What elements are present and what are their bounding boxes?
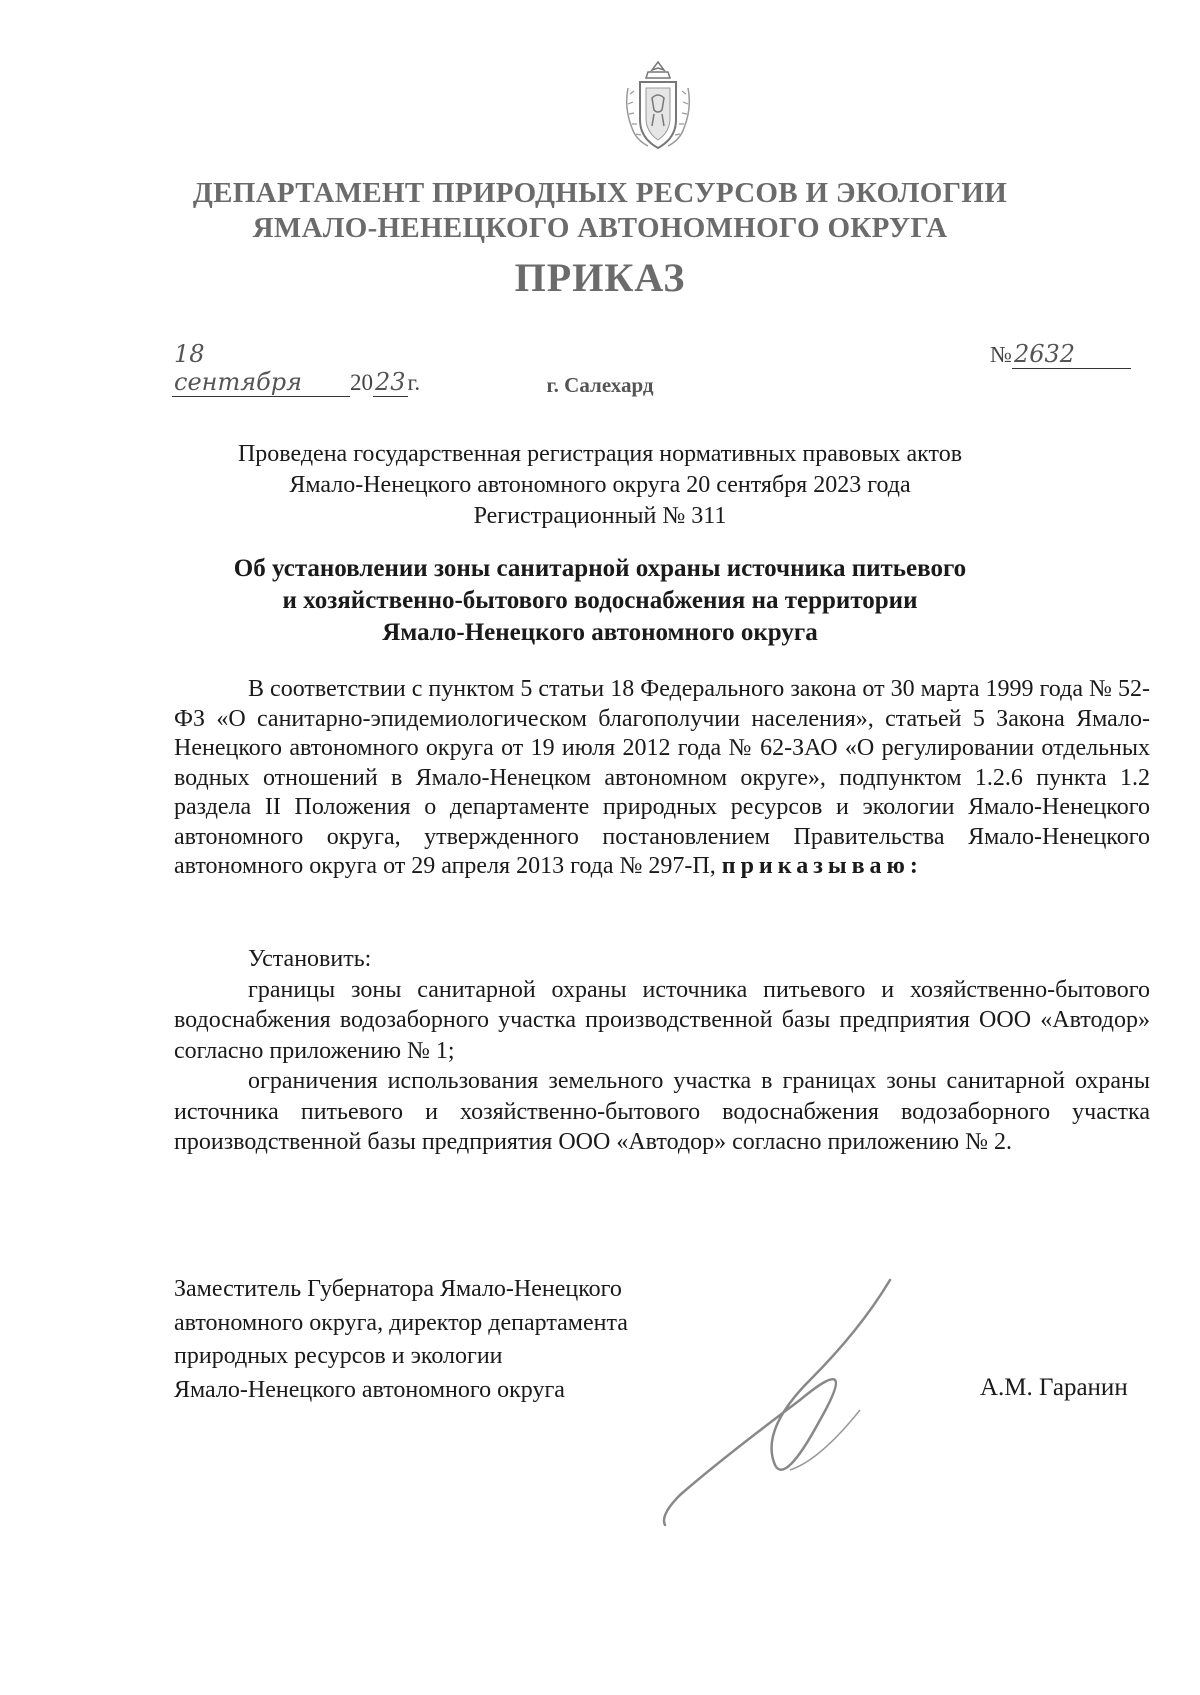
department-line-1: ДЕПАРТАМЕНТ ПРИРОДНЫХ РЕСУРСОВ И ЭКОЛОГИИ: [192, 177, 1008, 209]
handwritten-signature: [560, 1270, 960, 1530]
year-prefix: 20: [350, 370, 373, 395]
order-subject: [0, 553, 1200, 649]
city: г. Салехард: [546, 373, 654, 397]
number-prefix: №: [990, 342, 1012, 367]
signer-position-line-3: природных ресурсов и экологии: [174, 1343, 503, 1369]
department-line-2: ЯМАЛО-НЕНЕЦКОГО АВТОНОМНОГО ОКРУГА: [252, 212, 948, 244]
subject-line-3: Ямало-Ненецкого автономного округа: [382, 619, 818, 646]
registration-line-1: Проведена государственная регистрация нормативных правовых актов: [237, 441, 963, 467]
registration-line-3: Регистрационный № 311: [473, 503, 727, 529]
order-item-1: границы зоны санитарной охраны источника питьевого и хозяйственно-бытового водоснабжения водозаборного участка производственной базы предприятия ООО «Автодор» согласно приложению № 1;: [174, 976, 1150, 1064]
handwritten-date: 18 сентября: [172, 340, 326, 397]
order-intro: Установить:: [248, 946, 372, 972]
year-suffix: г.: [407, 370, 421, 395]
signer-position-line-2: автономного округа, директор департамента: [174, 1309, 628, 1336]
order-item-2: ограничения использования земельного участка в границах зоны санитарной охраны источника питьевого и хозяйственно-бытового водоснабжения водозаборного участка производственной базы предприятия ООО «Автодор» согласно приложению № 2.: [174, 1068, 1150, 1155]
signer-name: А.М. Гаранин: [980, 1374, 1128, 1401]
department-name: [0, 176, 1200, 246]
order-word: приказываю:: [721, 853, 923, 879]
signer-position-line-4: Ямало-Ненецкого автономного округа: [174, 1376, 565, 1403]
signer-position-line-1: Заместитель Губернатора Ямало-Ненецкого: [174, 1276, 622, 1302]
document-type-title: ПРИКАЗ: [514, 255, 686, 300]
handwritten-year: 23: [375, 368, 406, 396]
order-items: [174, 944, 1150, 1158]
order-number: [990, 340, 1131, 369]
subject-line-1: Об установлении зоны санитарной охраны источника питьевого: [233, 555, 967, 582]
handwritten-number: 2632: [1012, 340, 1131, 369]
subject-line-2: и хозяйственно-бытового водоснабжения на территории: [282, 587, 918, 614]
preamble-text: В соответствии с пунктом 5 статьи 18 Федерального закона от 30 марта 1999 года № 52-ФЗ «О санитарно-эпидемиологическом благополучии населения», статьей 5 Закона Ямало-Ненецкого автономного округа от 19 июля 2012 года № 62-ЗАО «О регулировании отдельных водных отношений в Ямало-Ненецком автономном округе», подпунктом 1.2.6 пункта 1.2 раздела II Положения о департаменте природных ресурсов и экологии Ямало-Ненецкого автономного округа, утвержденного постановлением Правительства Ямало-Ненецкого автономного округа от 29 апреля 2013 года № 297-П,: [174, 676, 1150, 879]
coat-of-arms-emblem: [618, 58, 698, 154]
registration-line-2: Ямало-Ненецкого автономного округа 20 сентября 2023 года: [289, 472, 911, 498]
registration-note: [0, 439, 1200, 532]
preamble: [174, 675, 1150, 882]
